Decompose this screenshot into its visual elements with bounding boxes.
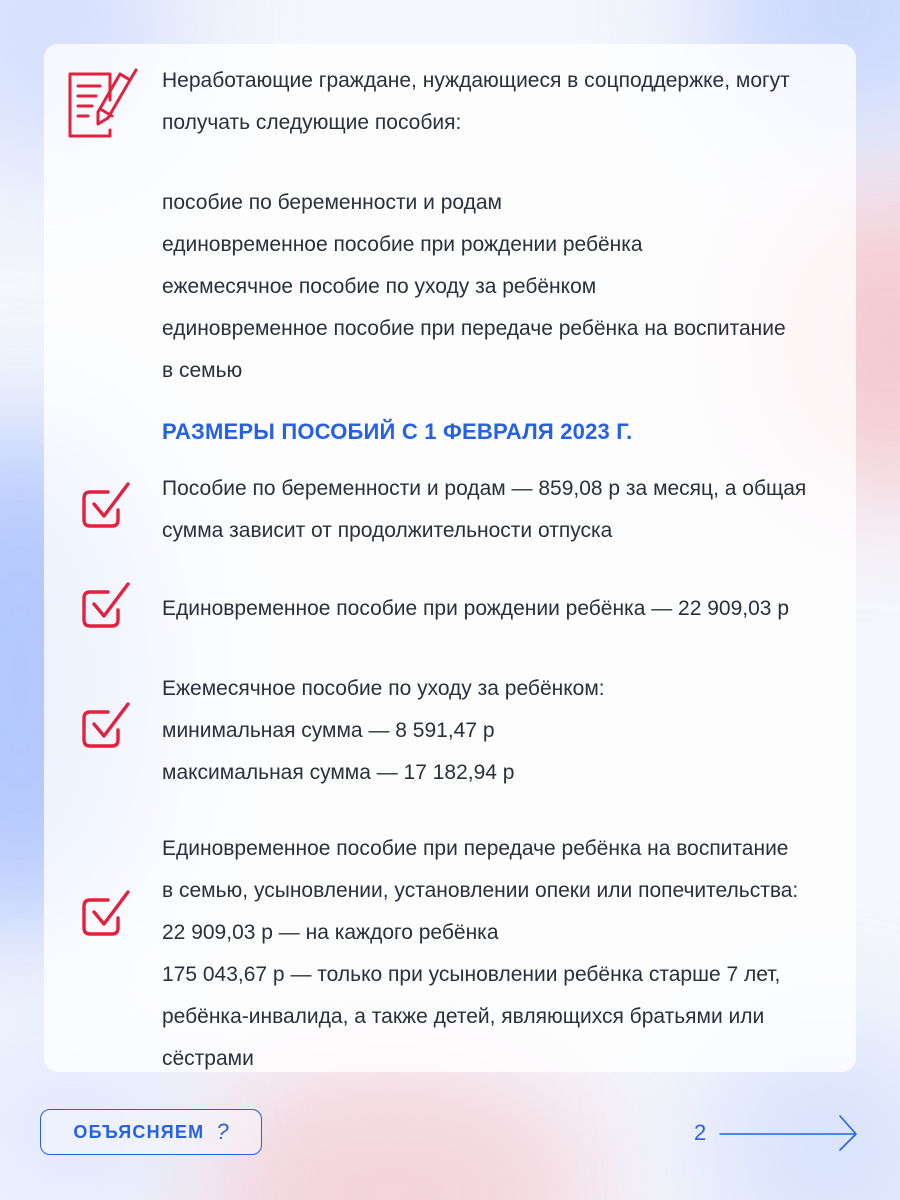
benefit-amount-item: Ежемесячное пособие по уходу за ребёнком: минимальная сумма — 8 591,47 р максимальная сумма — 17 182,94 р: [162, 677, 605, 784]
checkbox-check-icon: [80, 700, 134, 754]
section-heading: РАЗМЕРЫ ПОСОБИЙ С 1 ФЕВРАЛЯ 2023 Г.: [162, 419, 633, 444]
explain-tag-label: ОБЪЯСНЯЕМ: [73, 1121, 205, 1142]
benefit-list: [162, 182, 842, 392]
document-pen-icon: [64, 64, 144, 144]
list-item: единовременное пособие при передаче ребёнка на воспитание: [162, 317, 786, 340]
benefit-amount-item: Единовременное пособие при рождении ребёнка — 22 909,03 р: [162, 597, 789, 620]
intro-text: Неработающие граждане, нуждающиеся в соцподдержке, могут получать следующие пособия:: [162, 69, 790, 134]
list-item: ежемесячное пособие по уходу за ребёнком: [162, 275, 597, 298]
next-arrow-icon[interactable]: [718, 1112, 860, 1152]
benefit-amount-item: Единовременное пособие при передаче ребёнка на воспитание в семью, усыновлении, установлении опеки или попечительства: 22 909,03 р — на каждого ребёнка 175 043,67 р — только при усыновлении ребёнка старше 7 лет, ребёнка-инвалида, а также детей, являющихся братьями или сёстрами: [162, 837, 799, 1070]
explain-tag[interactable]: [40, 1109, 262, 1155]
question-mark-icon: ?: [216, 1119, 229, 1144]
list-item: единовременное пособие при рождении ребёнка: [162, 233, 643, 256]
benefit-amount-item: Пособие по беременности и родам — 859,08 р за месяц, а общая сумма зависит от продолжительности отпуска: [162, 477, 807, 542]
page-number: 2: [694, 1120, 707, 1145]
list-item: пособие по беременности и родам: [162, 191, 502, 214]
checkbox-check-icon: [80, 480, 134, 534]
checkbox-check-icon: [80, 888, 134, 942]
checkbox-check-icon: [80, 580, 134, 634]
list-item: в семью: [162, 359, 243, 382]
